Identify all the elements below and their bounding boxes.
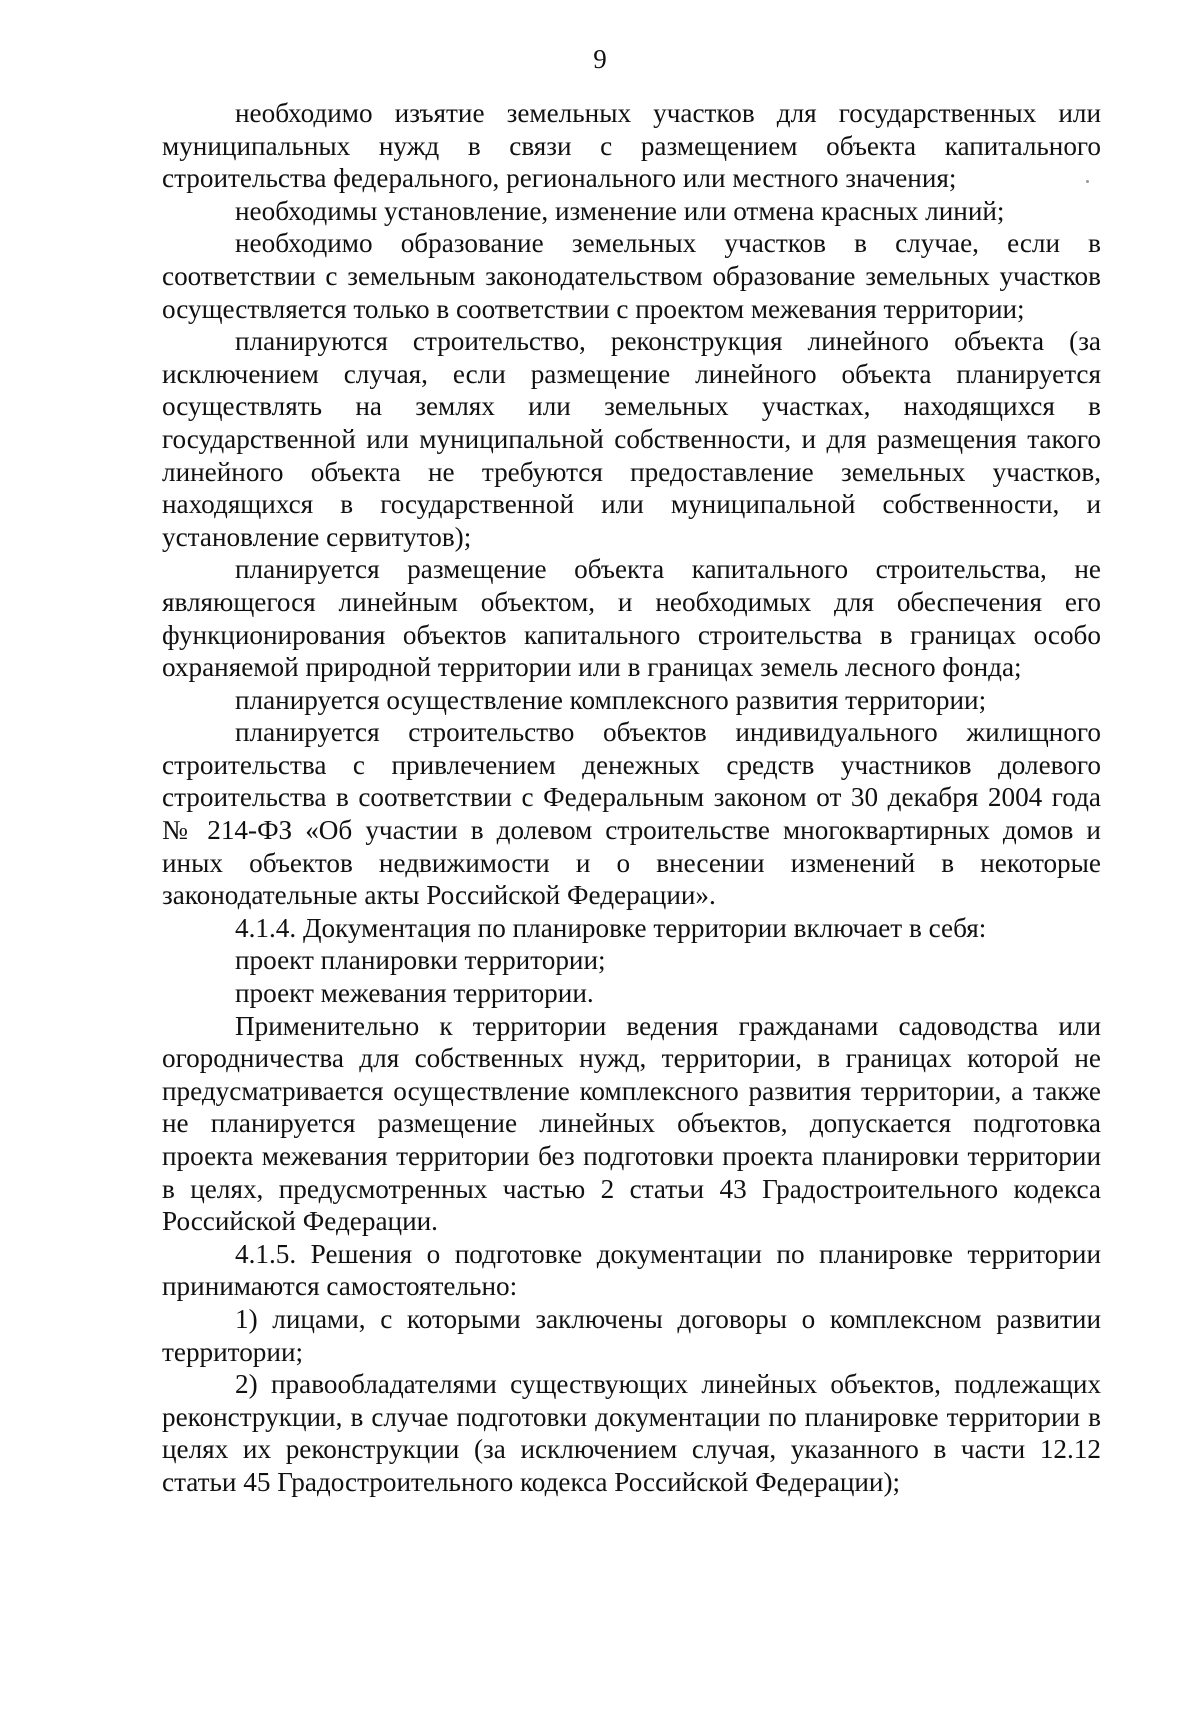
section-heading-4-1-5: 4.1.5. Решения о подготовке документации по планировке территории принимаются самостоятельно: <box>162 1238 1101 1302</box>
paragraph: Применительно к территории ведения гражданами садоводства или огородничества для собственных нужд, территории, в границах которой не предусматривается осуществление комплексного развития территории, а также не планируется размещение линейных объектов, допускается подготовка проекта межевания территории без подготовки проекта планировки территории в целях, предусмотренных частью 2 статьи 43 Градостроительного кодекса Российской Федерации. <box>162 1010 1101 1237</box>
paragraph: планируется размещение объекта капитального строительства, не являющегося линейным объектом, и необходимых для обеспечения его функционирования объектов капитального строительства в границах особо охраняемой природной территории или в границах земель лесного фонда; <box>162 554 1101 683</box>
paragraph: проект межевания территории. <box>235 978 594 1009</box>
paragraph: проект планировки территории; <box>235 945 606 976</box>
list-item: 2) правообладателями существующих линейных объектов, подлежащих реконструкции, в случае подготовки документации по планировке территории в целях их реконструкции (за исключением случая, указанного в части 12.12 статьи 45 Градостроительного кодекса Российской Федерации); <box>162 1369 1101 1497</box>
document-body <box>162 97 1101 1499</box>
paragraph: необходимо изъятие земельных участков для государственных или муниципальных нужд в связи с размещением объекта капитального строительства федерального, регионального или местного значения; <box>162 98 1101 194</box>
paragraph: необходимо образование земельных участков в случае, если в соответствии с земельным законодательством образование земельных участков осуществляется только в соответствии с проектом межевания территории; <box>162 228 1101 324</box>
section-heading-4-1-4: 4.1.4. Документация по планировке территории включает в себя: <box>235 912 987 943</box>
page-number: 9 <box>593 44 607 74</box>
list-item: 1) лицами, с которыми заключены договоры о комплексном развитии территории; <box>162 1303 1101 1367</box>
paragraph: планируются строительство, реконструкция линейного объекта (за исключением случая, если размещение линейного объекта планируется осуществлять на землях или земельных участках, находящихся в государственной или муниципальной собственности, и для размещения такого линейного объекта не требуются предоставление земельных участков, находящихся в государственной или муниципальной собственности, и установление сервитутов); <box>162 326 1101 552</box>
paragraph: планируется строительство объектов индивидуального жилищного строительства с привлечением денежных средств участников долевого строительства в соответствии с Федеральным законом от 30 декабря 2004 года № 214-ФЗ «Об участии в долевом строительстве многоквартирных домов и иных объектов недвижимости и о внесении изменений в некоторые законодательные акты Российской Федерации». <box>162 717 1101 911</box>
paragraph: планируется осуществление комплексного развития территории; <box>235 684 987 715</box>
paragraph: необходимы установление, изменение или отмена красных линий; <box>235 195 1005 226</box>
